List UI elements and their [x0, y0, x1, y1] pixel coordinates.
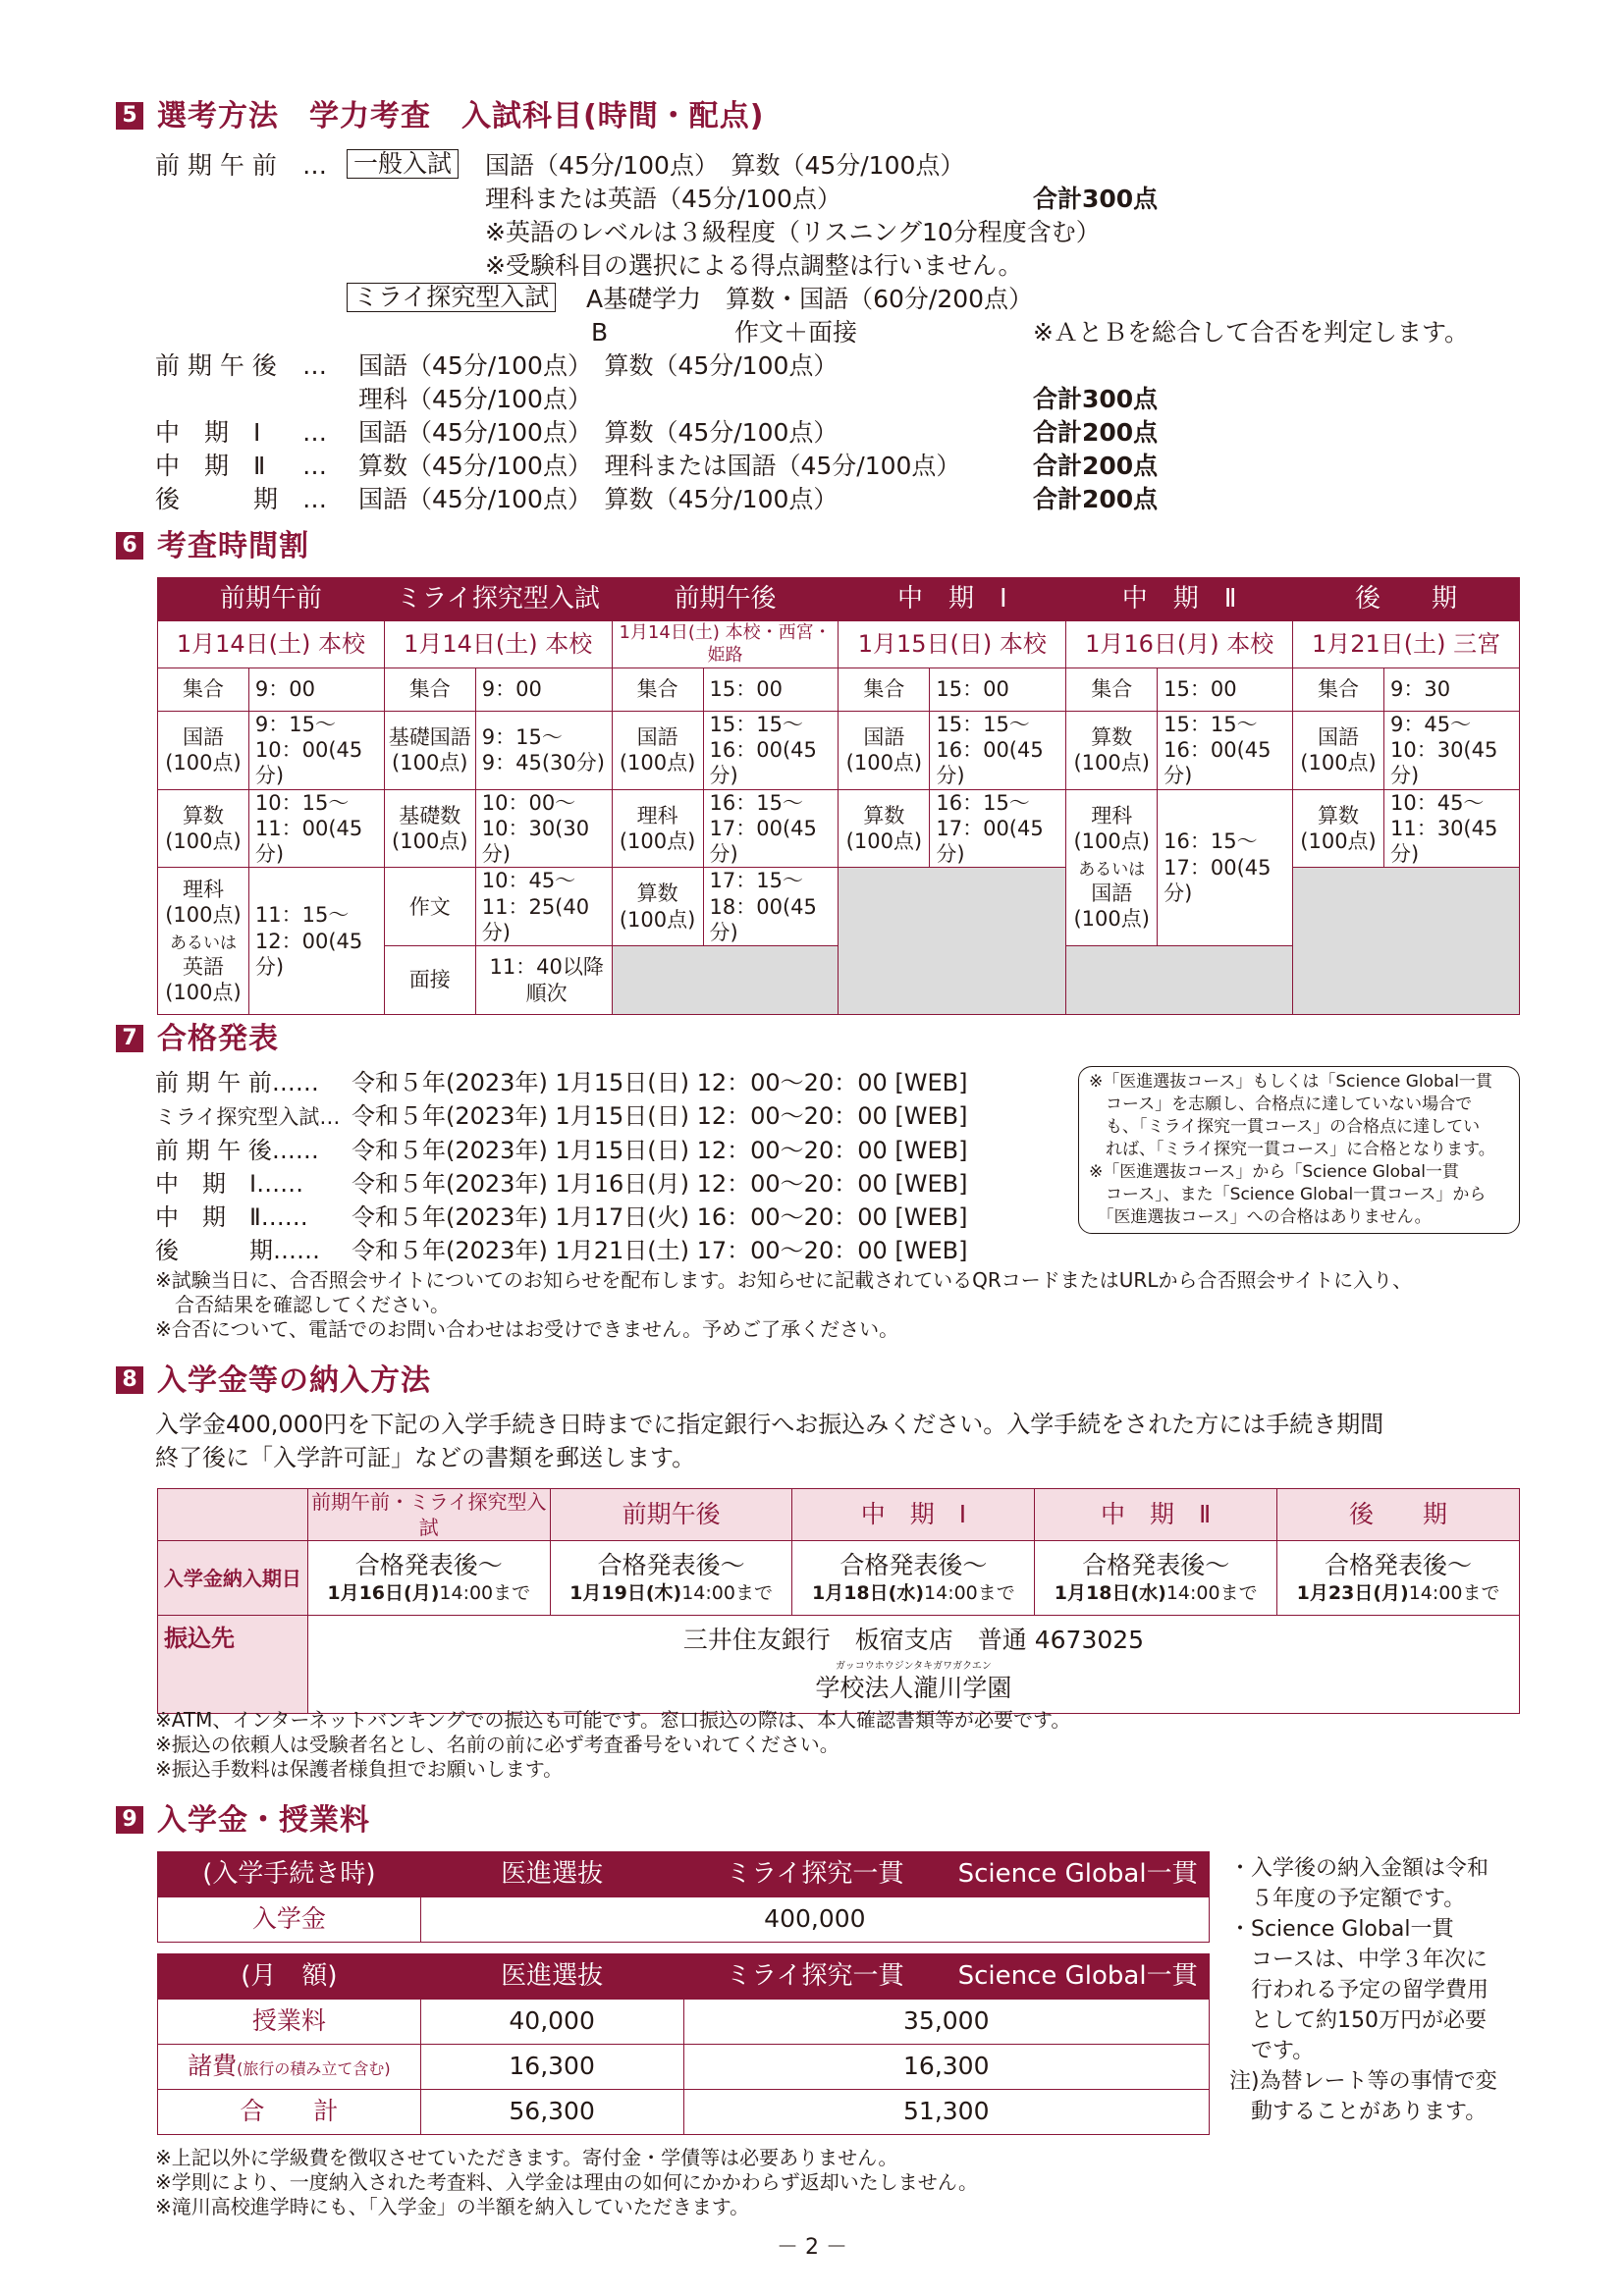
subject: [612, 711, 703, 789]
note: 合否結果を確認してください。: [155, 1293, 450, 1316]
col-date: 1月14日(土) 本校: [384, 621, 612, 668]
subject: 理科 (100点) あるいは 英語 (100点): [158, 868, 249, 1015]
subject: [1293, 789, 1384, 868]
timetable: [157, 577, 1520, 1015]
row-head: 入学金: [158, 1897, 421, 1943]
note: ※ATM、インターネットバンキングでの振込も可能です。窓口振込の際は、本人確認書類等が必要です。: [155, 1708, 1071, 1732]
note-box: ※「医進選抜コース」もしくは「Science Global一貫 コース」を志願し、合格点に達していない場合で も、「ミライ探究一貫コース」の合格点に達してい れば、「ミライ探究一貫コース」に合格となります。 ※「医進選抜コース」から「Science Global一貫 コース」、また「Science Global一貫コース」から 「医進選抜コース」への合格はありません。: [1078, 1066, 1520, 1234]
dots: …: [302, 151, 327, 180]
row-head: 入学金納入期日: [158, 1541, 308, 1616]
assembly-label: 集合: [1293, 667, 1384, 711]
points: (100点): [1073, 751, 1150, 775]
fee-table-monthly: [157, 1953, 1210, 2135]
deadline-cell: 合格発表後～ 1月23日(月)14:00まで: [1277, 1541, 1520, 1616]
time: 15：15～ 16：00(45分): [703, 711, 839, 789]
section-5-heading: [116, 96, 764, 135]
row-head: 合 計: [158, 2090, 421, 2135]
points: (100点): [1300, 828, 1377, 853]
mirai-note: ※ＡとＢを総合して合否を判定します。: [1033, 318, 1469, 347]
dots: …: [302, 351, 327, 380]
section-title: 入学金・授業料: [157, 1802, 370, 1838]
col-head: Science Global一貫: [947, 1852, 1210, 1897]
announcement-row: 前 期 午 前…… 令和５年(2023年) 1月15日(日) 12：00～20：00 [WEB]: [155, 1069, 968, 1096]
time: 16：15～ 17：00(45分): [930, 789, 1066, 868]
col-date: 1月21日(土) 三宮: [1293, 621, 1520, 668]
time: 9：15～ 10：00(45分): [248, 711, 384, 789]
empty-cell: [1293, 868, 1520, 1015]
points: (100点): [619, 751, 696, 775]
value: 56,300: [420, 2090, 683, 2135]
announcement-row: 中 期 Ⅰ…… 令和５年(2023年) 1月16日(月) 12：00～20：00 [WEB]: [155, 1170, 968, 1198]
points: (100点): [1300, 751, 1377, 775]
ippan-note-1: ※英語のレベルは３級程度（リスニング10分程度含む）: [485, 218, 1101, 246]
payment-table: [157, 1488, 1520, 1714]
time: 11：40以降 順次: [475, 946, 612, 1015]
points: (100点): [392, 828, 468, 853]
fee-table-entry: [157, 1851, 1210, 1943]
row-head: 振込先: [158, 1616, 308, 1714]
ippan-note-2: ※受験科目の選択による得点調整は行いません。: [485, 251, 1023, 280]
time: 9：00: [248, 667, 384, 711]
dots: …: [302, 452, 327, 480]
announcement-row: 後 期…… 令和５年(2023年) 1月21日(土) 17：00～20：00 [WEB]: [155, 1237, 968, 1264]
subject: [1293, 711, 1384, 789]
col-head: 中 期 Ⅰ: [839, 578, 1066, 621]
subject-name: 国語: [182, 724, 224, 749]
col-head: 医進選抜: [420, 1852, 683, 1897]
subject-name: 理科: [636, 803, 678, 828]
page-number: － 2 －: [777, 2235, 847, 2260]
label-zenki-pm: 前 期 午 後: [155, 351, 277, 380]
note: ※滝川高校進学時にも、「入学金」の半額を納入していただきます。: [155, 2195, 750, 2218]
time: 10：00～ 10：30(30分): [475, 789, 612, 868]
ippan-line-2: 理科または英語（45分/100点）: [485, 185, 841, 213]
mirai-b-detail: 作文＋面接: [734, 318, 858, 347]
subject: [158, 711, 249, 789]
chuki-2-total: 合計200点: [1033, 452, 1159, 480]
label-zenki-am: 前 期 午 前: [155, 151, 277, 180]
subject: [612, 868, 703, 946]
section-8-heading: [116, 1361, 431, 1400]
time: 15：00: [930, 667, 1066, 711]
pm-total: 合計300点: [1033, 385, 1159, 413]
empty-cell: [839, 868, 1066, 1015]
subject-name: 国語: [1318, 724, 1360, 749]
mirai-badge: ミライ探究型入試: [347, 282, 556, 314]
points: (100点): [845, 751, 923, 775]
announcement-row: 中 期 Ⅱ…… 令和５年(2023年) 1月17日(火) 16：00～20：00 [WEB]: [155, 1203, 968, 1231]
bank-info: 三井住友銀行 板宿支店 普通 4673025: [682, 1626, 1145, 1654]
section-number: 8: [116, 1366, 143, 1394]
time: 15：00: [703, 667, 839, 711]
value: 400,000: [420, 1897, 1209, 1943]
section-number: 7: [116, 1025, 143, 1052]
koki-text: 国語（45分/100点） 算数（45分/100点）: [358, 485, 839, 513]
subject-name: 算数: [863, 803, 905, 828]
mirai-a: A基礎学力 算数・国語（60分/200点）: [586, 285, 1034, 313]
chuki-2-text: 算数（45分/100点） 理科または国語（45分/100点）: [358, 452, 961, 480]
time: 15：15～ 16：00(45分): [930, 711, 1066, 789]
subject: [158, 789, 249, 868]
time: 9：15～ 9：45(30分): [475, 711, 612, 789]
time: 16：15～ 17：00(45分): [703, 789, 839, 868]
section-number: 5: [116, 102, 143, 130]
col-head: 中 期 Ⅰ: [792, 1489, 1035, 1541]
assembly-label: 集合: [384, 667, 475, 711]
section-title: 合格発表: [157, 1021, 279, 1056]
note: ※上記以外に学級費を徴収させていただきます。寄付金・学債等は必要ありません。: [155, 2146, 898, 2169]
col-head: (入学手続き時): [158, 1852, 421, 1897]
time: 15：00: [1158, 667, 1293, 711]
note: ※学則により、一度納入された考査料、入学金は理由の如何にかかわらず返却いたしません。: [155, 2170, 978, 2194]
subject: [384, 789, 475, 868]
col-head: 中 期 Ⅱ: [1066, 578, 1293, 621]
dots: …: [302, 485, 327, 513]
col-head: ミライ探究一貫: [683, 1852, 947, 1897]
col-date: 1月16日(月) 本校: [1066, 621, 1293, 668]
deadline-cell: 合格発表後～ 1月18日(水)14:00まで: [1035, 1541, 1277, 1616]
points: (100点): [619, 907, 696, 932]
time: 9：45～ 10：30(45分): [1383, 711, 1519, 789]
assembly-label: 集合: [612, 667, 703, 711]
time: 9：00: [475, 667, 612, 711]
blank-corner: [158, 1489, 308, 1541]
subject-name: 基礎数: [399, 803, 461, 828]
value: 35,000: [683, 2000, 1209, 2045]
section-9-heading: [116, 1800, 370, 1840]
empty-cell: [612, 946, 839, 1015]
time: 16：15～ 17：00(45分): [1158, 789, 1293, 946]
note: ※試験当日に、合否照会サイトについてのお知らせを配布します。お知らせに記載されているQRコードまたはURLから合否照会サイトに入り、: [155, 1268, 1413, 1292]
ippan-line-1: 国語（45分/100点） 算数（45分/100点）: [485, 151, 965, 180]
note: ※振込手数料は保護者様負担でお願いします。: [155, 1757, 564, 1781]
col-date: 1月14日(土) 本校: [158, 621, 385, 668]
note: ※振込の依頼人は受験者名とし、名前の前に必ず考査番号をいれてください。: [155, 1733, 839, 1756]
subject: [839, 789, 930, 868]
subject: 面接: [384, 946, 475, 1015]
ippan-badge: 一般入試: [347, 148, 459, 181]
section-title: 考査時間割: [157, 528, 309, 563]
time: 17：15～ 18：00(45分): [703, 868, 839, 946]
time: 9：30: [1383, 667, 1519, 711]
deadline-cell: 合格発表後～ 1月19日(木)14:00まで: [550, 1541, 792, 1616]
school-name: 学校法人瀧川学園: [815, 1673, 1012, 1702]
pm-line-2: 理科（45分/100点）: [358, 385, 592, 413]
points: (100点): [392, 751, 468, 775]
subject: [1066, 711, 1158, 789]
subject-name: 国語: [863, 724, 905, 749]
school-ruby: ガッコウホウジンタキガワガクエン: [835, 1660, 992, 1672]
time: 10：45～ 11：25(40分): [475, 868, 612, 946]
value: 51,300: [683, 2090, 1209, 2135]
empty-cell: [1066, 946, 1293, 1015]
subject: 理科 (100点) あるいは 国語 (100点): [1066, 789, 1158, 946]
points: (100点): [845, 828, 923, 853]
col-head: ミライ探究型入試: [384, 578, 612, 621]
section-number: 6: [116, 532, 143, 560]
section-title: 入学金等の納入方法: [157, 1362, 431, 1398]
assembly-label: 集合: [158, 667, 249, 711]
paragraph: 終了後に「入学許可証」などの書類を郵送します。: [155, 1444, 696, 1471]
koki-total: 合計200点: [1033, 485, 1159, 513]
value: 40,000: [420, 2000, 683, 2045]
chuki-1-text: 国語（45分/100点） 算数（45分/100点）: [358, 418, 839, 447]
points: (100点): [165, 751, 242, 775]
col-head: 後 期: [1293, 578, 1520, 621]
value: 16,300: [420, 2045, 683, 2090]
col-date: 1月15日(日) 本校: [839, 621, 1066, 668]
paragraph: 入学金400,000円を下記の入学手続き日時までに指定銀行へお振込みください。入学手続をされた方には手続き期間: [155, 1411, 1384, 1438]
label-koki: 後 期: [155, 485, 279, 513]
label-chuki-1: 中 期 Ⅰ: [155, 418, 261, 447]
subject-name: 算数: [1091, 724, 1133, 749]
col-head: 前期午前・ミライ探究型入試: [307, 1489, 550, 1541]
time: 15：15～ 16：00(45分): [1158, 711, 1293, 789]
assembly-label: 集合: [1066, 667, 1158, 711]
subject-name: 国語: [636, 724, 678, 749]
mirai-b: B: [591, 318, 609, 347]
col-head: 後 期: [1277, 1489, 1520, 1541]
side-notes: ・入学後の納入金額は令和 ５年度の予定額です。 ・Science Global一貫 コースは、中学３年次に 行われる予定の留学費用 として約150万円が必要 です。 注)為替レート等の事情で変 動することがあります。: [1229, 1856, 1497, 2124]
col-head: 医進選抜: [420, 1954, 683, 2000]
subject-name: 算数: [636, 881, 678, 906]
points: (100点): [619, 828, 696, 853]
row-head: 諸費(旅行の積み立て含む): [158, 2045, 421, 2090]
assembly-label: 集合: [839, 667, 930, 711]
subject: 作文: [384, 868, 475, 946]
col-head: 前期午前: [158, 578, 385, 621]
deadline-cell: 合格発表後～ 1月18日(水)14:00まで: [792, 1541, 1035, 1616]
chuki-1-total: 合計200点: [1033, 418, 1159, 447]
deadline-cell: 合格発表後～ 1月16日(月)14:00まで: [307, 1541, 550, 1616]
col-head: Science Global一貫: [947, 1954, 1210, 2000]
time: 10：15～ 11：00(45分): [248, 789, 384, 868]
subject: [384, 711, 475, 789]
section-number: 9: [116, 1806, 143, 1834]
value: 16,300: [683, 2045, 1209, 2090]
col-head: 前期午後: [612, 578, 839, 621]
subject-name: 基礎国語: [388, 724, 471, 749]
time: 10：45～ 11：30(45分): [1383, 789, 1519, 868]
points: (100点): [165, 828, 242, 853]
announcement-row: ミライ探究型入試… 令和５年(2023年) 1月15日(日) 12：00～20：00 [WEB]: [155, 1102, 968, 1130]
time: 11：15～ 12：00(45分): [248, 868, 384, 1015]
dots: …: [302, 418, 327, 447]
announcement-list: [155, 1066, 967, 1267]
subject-name: 算数: [1318, 803, 1360, 828]
col-head: 前期午後: [550, 1489, 792, 1541]
note: ※合否について、電話でのお問い合わせはお受けできません。予めご了承ください。: [155, 1317, 899, 1341]
ippan-total: 合計300点: [1033, 185, 1159, 213]
col-head: ミライ探究一貫: [683, 1954, 947, 2000]
col-head: (月 額): [158, 1954, 421, 2000]
section-title: 選考方法 学力考査 入試科目(時間・配点): [157, 98, 765, 133]
subject: [612, 789, 703, 868]
row-head: 授業料: [158, 2000, 421, 2045]
subject-name: 算数: [182, 803, 224, 828]
col-head: 中 期 Ⅱ: [1035, 1489, 1277, 1541]
label-chuki-2: 中 期 Ⅱ: [155, 452, 266, 480]
bank-cell: [307, 1616, 1519, 1714]
col-date: 1月14日(土) 本校・西宮・姫路: [612, 621, 839, 668]
announcement-row: 前 期 午 後…… 令和５年(2023年) 1月15日(日) 12：00～20：00 [WEB]: [155, 1137, 968, 1164]
pm-line-1: 国語（45分/100点） 算数（45分/100点）: [358, 351, 839, 380]
subject: [839, 711, 930, 789]
section-7-heading: [116, 1019, 279, 1058]
section-6-heading: [116, 526, 309, 565]
